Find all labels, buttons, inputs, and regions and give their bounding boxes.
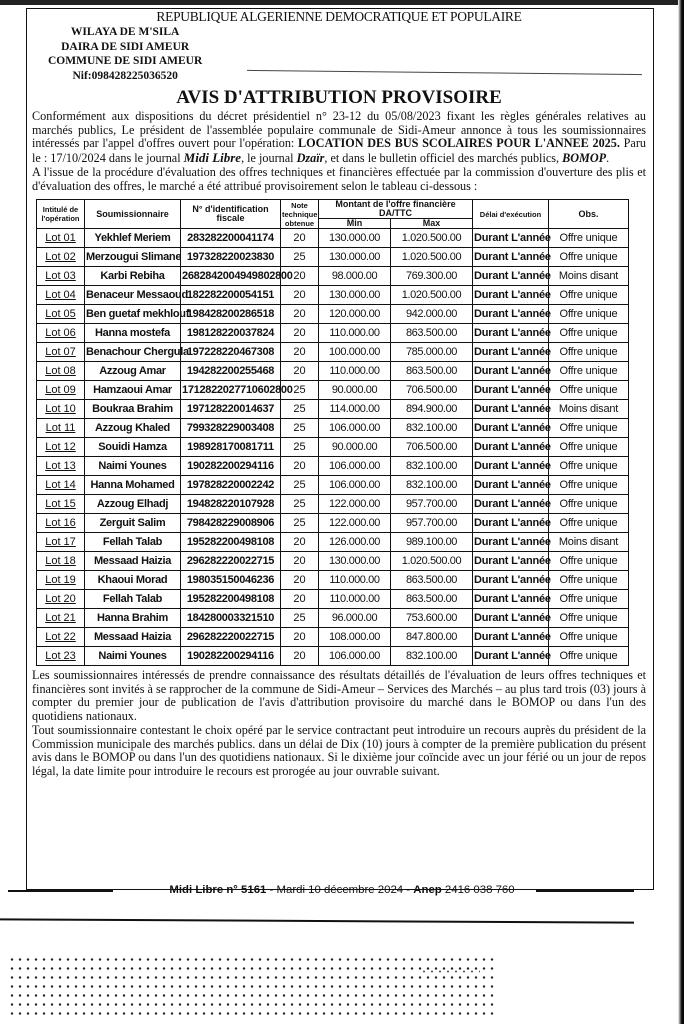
max-amount-cell: 894.900.00 <box>391 400 473 419</box>
table-row <box>37 457 629 476</box>
max-amount-cell: 769.300.00 <box>391 267 473 286</box>
intro-paragraph <box>32 110 646 165</box>
max-amount-cell: 753.600.00 <box>391 609 473 628</box>
intro-text-5: . <box>606 150 610 165</box>
lot-cell: Lot 09 <box>37 381 85 400</box>
footer-anep-label: Anep <box>413 884 442 896</box>
lot-cell: Lot 03 <box>37 267 85 286</box>
table-row <box>37 552 629 571</box>
soumissionnaire-cell: Khaoui Morad <box>85 571 181 590</box>
obs-cell: Offre unique <box>549 609 629 628</box>
delai-cell: Durant L'année <box>473 628 549 647</box>
min-amount-cell: 114.000.00 <box>319 400 391 419</box>
min-amount-cell: 106.000.00 <box>319 476 391 495</box>
table-row <box>37 248 629 267</box>
table-row <box>37 514 629 533</box>
obs-cell: Offre unique <box>549 381 629 400</box>
procedure-paragraph: A l'issue de la procédure d'évaluation des offres techniques et financières effectuée par la commission d'ouverture des plis et d'évaluation des offres, le marché a été attribué provisoirement selon le tableau ci-dessous : <box>32 165 646 193</box>
obs-cell: Offre unique <box>549 438 629 457</box>
table-row <box>37 343 629 362</box>
decorative-line <box>247 70 642 75</box>
max-amount-cell: 863.500.00 <box>391 571 473 590</box>
commune: COMMUNE DE SIDI AMEUR <box>48 55 203 67</box>
attribution-table <box>36 199 629 666</box>
min-amount-cell: 122.000.00 <box>319 514 391 533</box>
max-amount-cell: 957.700.00 <box>391 495 473 514</box>
nif-cell: 197828220002242 <box>181 476 281 495</box>
soumissionnaire-cell: Souidi Hamza <box>85 438 181 457</box>
max-amount-cell: 942.000.00 <box>391 305 473 324</box>
table-row <box>37 647 629 666</box>
min-amount-cell: 120.000.00 <box>319 305 391 324</box>
note-cell: 25 <box>281 381 319 400</box>
delai-cell: Durant L'année <box>473 571 549 590</box>
delai-cell: Durant L'année <box>473 457 549 476</box>
table-row <box>37 286 629 305</box>
max-amount-cell: 1.020.500.00 <box>391 286 473 305</box>
note-cell: 20 <box>281 305 319 324</box>
soumissionnaire-cell: Boukraa Brahim <box>85 400 181 419</box>
note-cell: 20 <box>281 286 319 305</box>
obs-cell: Offre unique <box>549 305 629 324</box>
top-border <box>0 0 684 5</box>
delai-cell: Durant L'année <box>473 552 549 571</box>
max-amount-cell: 832.100.00 <box>391 419 473 438</box>
obs-cell: Offre unique <box>549 514 629 533</box>
table-row <box>37 419 629 438</box>
header-min: Min <box>319 219 391 229</box>
nif-cell: 296282220022715 <box>181 552 281 571</box>
header-note: Note technique obtenue <box>282 200 318 228</box>
lot-cell: Lot 12 <box>37 438 85 457</box>
nif-cell: 195282200498108 <box>181 590 281 609</box>
lot-cell: Lot 01 <box>37 229 85 248</box>
table-body <box>37 229 629 666</box>
soumissionnaire-cell: Fellah Talab <box>85 533 181 552</box>
obs-cell: Moins disant <box>549 533 629 552</box>
obs-cell: Offre unique <box>549 628 629 647</box>
lot-cell: Lot 18 <box>37 552 85 571</box>
republic-heading: REPUBLIQUE ALGERIENNE DEMOCRATIQUE ET POPULAIRE <box>156 9 522 24</box>
max-amount-cell: 832.100.00 <box>391 476 473 495</box>
min-amount-cell: 106.000.00 <box>319 419 391 438</box>
min-amount-cell: 110.000.00 <box>319 571 391 590</box>
footer-paper: Midi Libre n° 5161 <box>169 884 267 896</box>
table-row <box>37 305 629 324</box>
soumissionnaire-cell: Azzoug Amar <box>85 362 181 381</box>
lot-cell: Lot 04 <box>37 286 85 305</box>
note-cell: 25 <box>281 609 319 628</box>
table-row <box>37 381 629 400</box>
delai-cell: Durant L'année <box>473 305 549 324</box>
max-amount-cell: 1.020.500.00 <box>391 229 473 248</box>
soumissionnaire-cell: Azzoug Khaled <box>85 419 181 438</box>
obs-cell: Offre unique <box>549 343 629 362</box>
operation-name: LOCATION DES BUS SCOLAIRES POUR L'ANNEE 2025. <box>298 136 620 150</box>
obs-cell: Offre unique <box>549 457 629 476</box>
min-amount-cell: 90.000.00 <box>319 438 391 457</box>
intro-text-3: , le journal <box>241 150 297 165</box>
obs-cell: Offre unique <box>549 362 629 381</box>
max-amount-cell: 706.500.00 <box>391 438 473 457</box>
publication-footer <box>0 883 684 897</box>
max-amount-cell: 863.500.00 <box>391 362 473 381</box>
delai-cell: Durant L'année <box>473 495 549 514</box>
obs-cell: Offre unique <box>549 647 629 666</box>
nif-cell: 182282200054151 <box>181 286 281 305</box>
table-row <box>37 438 629 457</box>
soumissionnaire-cell: Yekhlef Meriem <box>85 229 181 248</box>
delai-cell: Durant L'année <box>473 438 549 457</box>
nif-cell: 198035150046236 <box>181 571 281 590</box>
note-cell: 25 <box>281 438 319 457</box>
soumissionnaire-cell: Hamzaoui Amar <box>85 381 181 400</box>
bomop: BOMOP <box>562 150 607 165</box>
nif-cell: 198428200286518 <box>181 305 281 324</box>
note-cell: 25 <box>281 248 319 267</box>
footer-date: Mardi 10 décembre 2024 <box>276 884 404 896</box>
lot-cell: Lot 10 <box>37 400 85 419</box>
soumissionnaire-cell: Benachour Chergula <box>85 343 181 362</box>
max-amount-cell: 863.500.00 <box>391 590 473 609</box>
page-edge-shadow <box>678 0 684 1024</box>
nif-cell: 283282200041174 <box>181 229 281 248</box>
note-cell: 20 <box>281 362 319 381</box>
note-cell: 20 <box>281 552 319 571</box>
lot-cell: Lot 13 <box>37 457 85 476</box>
min-amount-cell: 98.000.00 <box>319 267 391 286</box>
soumissionnaire-cell: Naimi Younes <box>85 457 181 476</box>
recours-paragraph: Tout soumissionnaire contestant le choix opéré par le service contractant peut introduire un recours auprès du président de la Commission municipale des marchés publics. dans un délai de Dix (10) jours à compter de la première publication du présent avis dans le BOMOP ou dans l'un des quotidiens nationaux. Si le dixième jour coïncide avec un jour férié ou un jour de repos légal, la date limite pour introduire le recours est prorogée au jour ouvrable suivant. <box>32 723 646 778</box>
intro-text-2: Paru le : 17/10/2024 dans le journal <box>32 136 646 165</box>
nif-cell: 798428229008906 <box>181 514 281 533</box>
min-amount-cell: 122.000.00 <box>319 495 391 514</box>
nif-cell: 799328229003408 <box>181 419 281 438</box>
table-row <box>37 476 629 495</box>
soumissionnaire-cell: Messaad Haizia <box>85 552 181 571</box>
obs-cell: Offre unique <box>549 324 629 343</box>
note-cell: 20 <box>281 590 319 609</box>
delai-cell: Durant L'année <box>473 343 549 362</box>
table-row <box>37 362 629 381</box>
soumissionnaire-cell: Zerguit Salim <box>85 514 181 533</box>
max-amount-cell: 1.020.500.00 <box>391 552 473 571</box>
administration-block <box>48 25 202 83</box>
delai-cell: Durant L'année <box>473 248 549 267</box>
soumissionnaire-cell: Azzoug Elhadj <box>85 495 181 514</box>
min-amount-cell: 100.000.00 <box>319 343 391 362</box>
note-cell: 20 <box>281 571 319 590</box>
nif-cell: 190282200294116 <box>181 457 281 476</box>
max-amount-cell: 863.500.00 <box>391 324 473 343</box>
nif-cell: 194282200255468 <box>181 362 281 381</box>
delai-cell: Durant L'année <box>473 609 549 628</box>
lot-cell: Lot 16 <box>37 514 85 533</box>
min-amount-cell: 130.000.00 <box>319 229 391 248</box>
obs-cell: Offre unique <box>549 476 629 495</box>
note-cell: 20 <box>281 457 319 476</box>
soumissionnaire-cell: Hanna Mohamed <box>85 476 181 495</box>
header-max: Max <box>391 219 473 229</box>
lot-cell: Lot 15 <box>37 495 85 514</box>
nif-cell: 198928170081711 <box>181 438 281 457</box>
header-obs: Obs. <box>549 200 629 229</box>
table-row <box>37 571 629 590</box>
lot-cell: Lot 02 <box>37 248 85 267</box>
max-amount-cell: 832.100.00 <box>391 457 473 476</box>
table-row <box>37 590 629 609</box>
soumissionnaire-cell: Karbi Rebiha <box>85 267 181 286</box>
lot-cell: Lot 23 <box>37 647 85 666</box>
min-amount-cell: 90.000.00 <box>319 381 391 400</box>
delai-cell: Durant L'année <box>473 400 549 419</box>
lot-cell: Lot 14 <box>37 476 85 495</box>
note-cell: 25 <box>281 476 319 495</box>
delai-cell: Durant L'année <box>473 476 549 495</box>
nif-cell: 296282220022715 <box>181 628 281 647</box>
wilaya: WILAYA DE M'SILA <box>70 26 180 38</box>
soumissionnaire-cell: Hanna Brahim <box>85 609 181 628</box>
nif: Nif:098428225036520 <box>72 69 178 82</box>
nif-cell: 197128220014637 <box>181 400 281 419</box>
note-cell: 20 <box>281 267 319 286</box>
note-cell: 25 <box>281 495 319 514</box>
table-row <box>37 267 629 286</box>
delai-cell: Durant L'année <box>473 324 549 343</box>
delai-cell: Durant L'année <box>473 590 549 609</box>
journal-dzair: Dzaïr <box>296 150 325 165</box>
lot-cell: Lot 06 <box>37 324 85 343</box>
nif-cell: 197328220023830 <box>181 248 281 267</box>
soumissionnaire-cell: Benaceur Messaoud <box>85 286 181 305</box>
note-cell: 20 <box>281 324 319 343</box>
min-amount-cell: 96.000.00 <box>319 609 391 628</box>
obs-cell: Offre unique <box>549 590 629 609</box>
delai-cell: Durant L'année <box>473 362 549 381</box>
footer-sep-2: - <box>403 884 414 896</box>
lot-cell: Lot 19 <box>37 571 85 590</box>
lot-cell: Lot 11 <box>37 419 85 438</box>
header-delai: Délai d'exécution <box>473 200 549 229</box>
header-lot: Intitulé de l'opération <box>37 200 85 229</box>
max-amount-cell: 847.800.00 <box>391 628 473 647</box>
delai-cell: Durant L'année <box>473 267 549 286</box>
header-montant: Montant de l'offre financière DA/TTC <box>319 200 473 219</box>
soumissionnaire-cell: Fellah Talab <box>85 590 181 609</box>
lot-cell: Lot 05 <box>37 305 85 324</box>
soumissionnaire-cell: Ben guetaf mekhlouf <box>85 305 181 324</box>
delai-cell: Durant L'année <box>473 229 549 248</box>
obs-cell: Moins disant <box>549 267 629 286</box>
notice-content <box>32 8 646 778</box>
min-amount-cell: 110.000.00 <box>319 362 391 381</box>
journal-midi-libre: Midi Libre <box>183 149 242 165</box>
note-cell: 20 <box>281 533 319 552</box>
soumissionnaire-cell: Messaad Haizia <box>85 628 181 647</box>
delai-cell: Durant L'année <box>473 381 549 400</box>
lot-cell: Lot 08 <box>37 362 85 381</box>
nif-cell: 197228220467308 <box>181 343 281 362</box>
header-nif: N° d'identification fiscale <box>181 200 281 229</box>
note-cell: 25 <box>281 400 319 419</box>
min-amount-cell: 106.000.00 <box>319 647 391 666</box>
nif-cell: 198128220037824 <box>181 324 281 343</box>
soumissionnaire-cell: Hanna mostefa <box>85 324 181 343</box>
note-cell: 25 <box>281 514 319 533</box>
table-row <box>37 324 629 343</box>
note-cell: 20 <box>281 647 319 666</box>
intro-text-1: Conformément aux dispositions du décret présidentiel n° 23-12 du 05/08/2023 fixant les règles générales relatives au marchés publics, Le président de l'assemblée populaire communale de Sidi-Ameur annonce à tous les soumissionnaires intéressés par l'appel d'offres ouvert pour l'opération: <box>32 109 646 150</box>
page-rule <box>0 918 634 923</box>
min-amount-cell: 106.000.00 <box>319 457 391 476</box>
obs-cell: Offre unique <box>549 419 629 438</box>
halftone-pattern-faint <box>420 967 480 977</box>
delai-cell: Durant L'année <box>473 514 549 533</box>
results-paragraph: Les soumissionnaires intéressés de prendre connaissance des résultats détaillés de l'évaluation de leurs offres techniques et financières sont invités à se rapprocher de la commune de Sidi-Ameur – Services des Marchés – au plus tard trois (03) jours à compter du premier jour de publication de l'avis d'attribution provisoire du marché dans le BOMOP ou dans l'un des quotidiens nationaux. <box>32 668 646 723</box>
table-row <box>37 495 629 514</box>
header-soumissionnaire: Soumissionnaire <box>85 200 181 229</box>
obs-cell: Offre unique <box>549 229 629 248</box>
max-amount-cell: 1.020.500.00 <box>391 248 473 267</box>
min-amount-cell: 130.000.00 <box>319 248 391 267</box>
min-amount-cell: 110.000.00 <box>319 590 391 609</box>
note-cell: 20 <box>281 628 319 647</box>
daira: DAIRA DE SIDI AMEUR <box>61 40 190 53</box>
min-amount-cell: 130.000.00 <box>319 286 391 305</box>
table-row <box>37 628 629 647</box>
intro-text-4: , et dans le bulletin officiel des marchés publics, <box>324 150 563 165</box>
min-amount-cell: 126.000.00 <box>319 533 391 552</box>
max-amount-cell: 785.000.00 <box>391 343 473 362</box>
note-cell: 20 <box>281 343 319 362</box>
nif-cell: 190282200294116 <box>181 647 281 666</box>
table-row <box>37 229 629 248</box>
obs-cell: Offre unique <box>549 286 629 305</box>
nif-cell: 184280003321510 <box>181 609 281 628</box>
halftone-pattern <box>8 955 498 1020</box>
delai-cell: Durant L'année <box>473 533 549 552</box>
min-amount-cell: 108.000.00 <box>319 628 391 647</box>
lot-cell: Lot 20 <box>37 590 85 609</box>
lot-cell: Lot 21 <box>37 609 85 628</box>
lot-cell: Lot 22 <box>37 628 85 647</box>
nif-cell: 1712822027710602800 <box>181 381 281 400</box>
nif-cell: 194828220107928 <box>181 495 281 514</box>
obs-cell: Offre unique <box>549 571 629 590</box>
max-amount-cell: 832.100.00 <box>391 647 473 666</box>
nif-cell: 2682842004949802800 <box>181 267 281 286</box>
min-amount-cell: 130.000.00 <box>319 552 391 571</box>
min-amount-cell: 110.000.00 <box>319 324 391 343</box>
note-cell: 20 <box>281 229 319 248</box>
lot-cell: Lot 07 <box>37 343 85 362</box>
obs-cell: Offre unique <box>549 552 629 571</box>
delai-cell: Durant L'année <box>473 647 549 666</box>
soumissionnaire-cell: Merzougui Slimane <box>85 248 181 267</box>
max-amount-cell: 989.100.00 <box>391 533 473 552</box>
delai-cell: Durant L'année <box>473 419 549 438</box>
obs-cell: Offre unique <box>549 248 629 267</box>
administration-row <box>32 25 646 85</box>
notice-title: AVIS D'ATTRIBUTION PROVISOIRE <box>176 87 502 108</box>
obs-cell: Offre unique <box>549 495 629 514</box>
lot-cell: Lot 17 <box>37 533 85 552</box>
table-row <box>37 400 629 419</box>
delai-cell: Durant L'année <box>473 286 549 305</box>
obs-cell: Moins disant <box>549 400 629 419</box>
max-amount-cell: 957.700.00 <box>391 514 473 533</box>
soumissionnaire-cell: Naimi Younes <box>85 647 181 666</box>
nif-cell: 195282200498108 <box>181 533 281 552</box>
table-row <box>37 609 629 628</box>
footer-anep-number: 2416 038 760 <box>441 884 515 896</box>
max-amount-cell: 706.500.00 <box>391 381 473 400</box>
footer-sep-1: - <box>266 884 277 896</box>
note-cell: 25 <box>281 419 319 438</box>
table-header-row <box>37 200 629 219</box>
table-row <box>37 533 629 552</box>
